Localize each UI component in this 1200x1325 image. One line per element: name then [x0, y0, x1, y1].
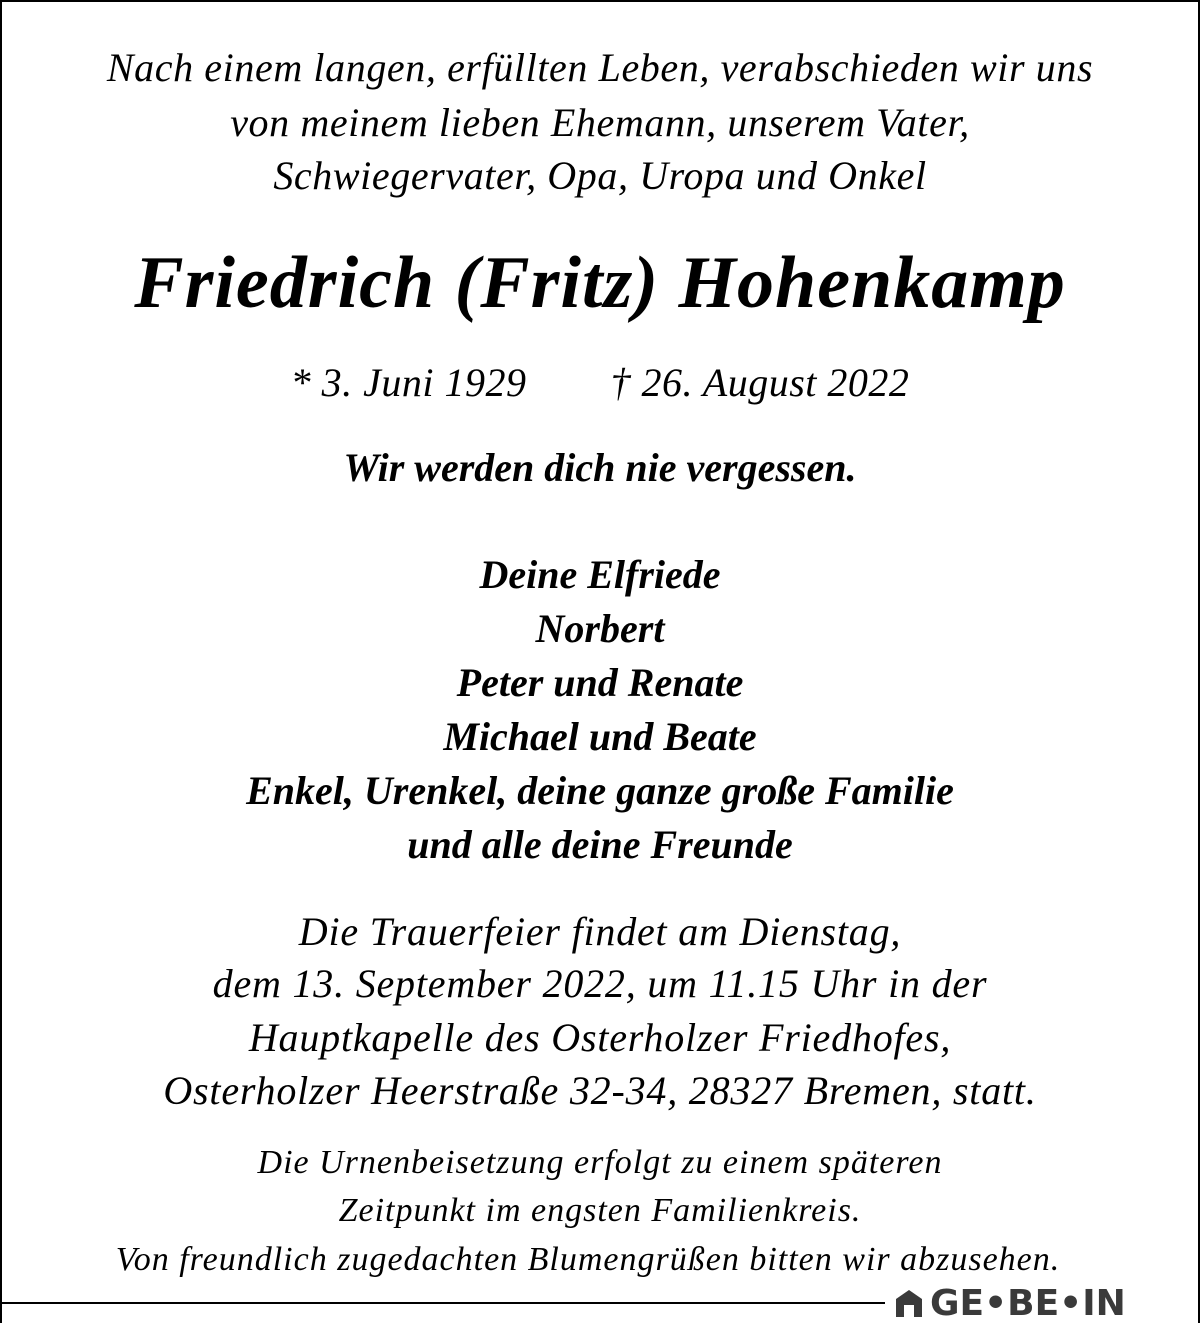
family-line-5: Enkel, Urenkel, deine ganze große Familie	[246, 768, 954, 813]
note-line-3: Von freundlich zugedachten Blumengrüßen bitten wir abzusehen.	[115, 1241, 1061, 1278]
service-line-3: Hauptkapelle des Osterholzer Friedhofes,	[248, 1015, 952, 1060]
family-line-3: Peter und Renate	[456, 660, 744, 705]
ad-frame-bottom-rule	[0, 1302, 885, 1304]
note-line-1: Die Urnenbeisetzung erfolgt zu einem späteren	[257, 1144, 943, 1181]
family-line-2: Norbert	[535, 606, 665, 651]
logo-text: GE•BE•IN	[930, 1282, 1126, 1324]
family-line-6: und alle deine Freunde	[407, 822, 793, 867]
death-date: † 26. August 2022	[610, 360, 910, 405]
building-icon	[894, 1287, 924, 1319]
family-line-4: Michael und Beate	[443, 714, 757, 759]
note-line-2: Zeitpunkt im engsten Familienkreis.	[338, 1192, 862, 1229]
intro-line-1: Nach einem langen, erfüllten Leben, verabschieden wir uns	[106, 45, 1094, 90]
service-line-2: dem 13. September 2022, um 11.15 Uhr in der	[212, 961, 988, 1006]
birth-date: * 3. Juni 1929	[290, 360, 527, 405]
deceased-name: Friedrich (Fritz) Hohenkamp	[134, 242, 1066, 324]
family-line-1: Deine Elfriede	[479, 552, 721, 597]
gebein-logo	[890, 1283, 1130, 1323]
motto: Wir werden dich nie vergessen.	[343, 445, 857, 490]
intro-line-3: Schwiegervater, Opa, Uropa und Onkel	[273, 153, 927, 198]
service-line-1: Die Trauerfeier findet am Dienstag,	[298, 909, 902, 954]
service-line-4: Osterholzer Heerstraße 32-34, 28327 Bremen, statt.	[163, 1068, 1037, 1113]
intro-line-2: von meinem lieben Ehemann, unserem Vater,	[230, 100, 970, 145]
life-dates	[0, 359, 1200, 406]
